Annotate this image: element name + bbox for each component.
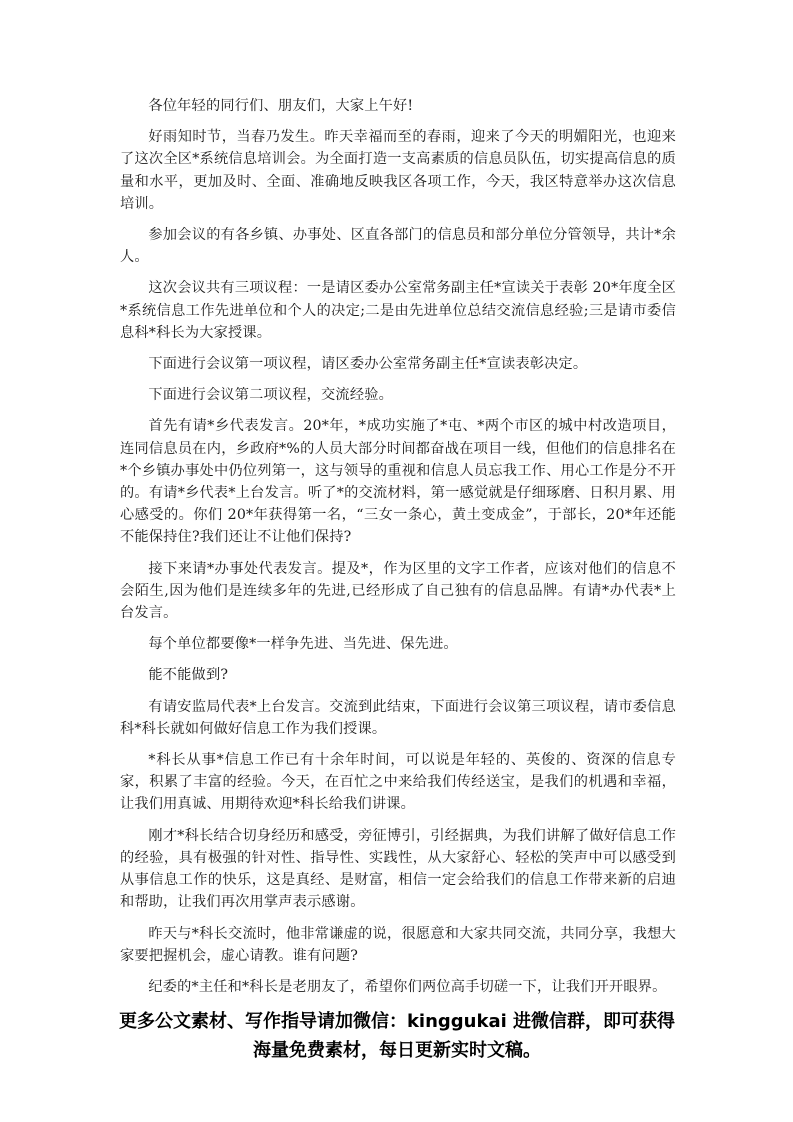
paragraph-closing: 纪委的*主任和*科长是老朋友了，希望你们两位高手切磋一下，让我们开开眼界。 [148,978,667,995]
paragraph-township-speech: 首先有请*乡代表发言。20*年，*成功实施了*屯、*两个市区的城中村改造项目，连同信息员在内，乡政府*%的人员大部分时间都奋战在项目一线，但他们的信息排名在*个乡镇办事处中仍位列第一，这与领导的重视和信息人员忘我工作、用心工作是分不开的。有请*乡代表*上台发言。听了*的交流材料，第一感觉就是仔细琢磨、日积月累、用心感受的。你们 20*年获得第一名，“三女一条心，黄土变成金”，于部长，20*年还能不能保持住?我们还让不让他们保持? [120,418,676,546]
paragraph-office-speech: 接下来请*办事处代表发言。提及*，作为区里的文字工作者，应该对他们的信息不会陌生,因为他们是连续多年的先进,已经形成了自己独有的信息品牌。有请*办代表*上台发言。 [120,560,676,622]
paragraph-safety-bureau: 有请安监局代表*上台发言。交流到此结束，下面进行会议第三项议程，请市委信息科*科长就如何做好信息工作为我们授课。 [120,698,676,737]
paragraph-greeting: 各位年轻的同行们、朋友们，大家上午好! [148,98,414,114]
paragraph-agenda-item-2: 下面进行会议第二项议程，交流经验。 [148,387,393,404]
promo-footer-line-2: 海量免费素材，每日更新实时文稿。 [253,1040,541,1061]
promo-footer [110,1007,684,1065]
paragraph-thanks: 刚才*科长结合切身经历和感受，旁征博引，引经据典，为我们讲解了做好信息工作的经验，具有极强的针对性、指导性、实践性，从大家舒心、轻松的笑声中可以感受到从事信息工作的快乐，这是真经、是财富，相信一定会给我们的信息工作带来新的启迪和帮助，让我们再次用掌声表示感谢。 [120,827,676,911]
paragraph-agenda-item-1: 下面进行会议第一项议程，请区委办公室常务副主任*宣读表彰决定。 [148,356,588,373]
paragraph-lecturer-intro: *科长从事*信息工作已有十余年时间，可以说是年轻的、英俊的、资深的信息专家，积累了丰富的经验。今天，在百忙之中来给我们传经送宝，是我们的机遇和幸福，让我们用真诚、用期待欢迎*科长给我们讲课。 [120,752,676,813]
document-body [120,95,676,1007]
promo-footer-line-1: 更多公文素材、写作指导请加微信：kinggukai 进微信群，即可获得 [118,1011,676,1032]
paragraph-agenda: 这次会议共有三项议程：一是请区委办公室常务副主任*宣读关于表彰 20*年度全区*系统信息工作先进单位和个人的决定;二是由先进单位总结交流信息经验;三是请市委信息科*科长为大家授课。 [120,280,676,341]
paragraph-opening: 好雨知时节，当春乃发生。昨天幸福而至的春雨，迎来了今天的明媚阳光，也迎来了这次全区*系统信息培训会。为全面打造一支高素质的信息员队伍，切实提高信息的质量和水平，更加及时、全面、准确地反映我区各项工作，今天，我区特意举办这次信息培训。 [120,129,676,212]
paragraph-discussion: 昨天与*科长交流时，他非常谦虚的说，很愿意和大家共同交流，共同分享，我想大家要把握机会，虚心请教。谁有问题? [120,925,676,964]
paragraph-question: 能不能做到? [148,667,229,684]
paragraph-attendees: 参加会议的有各乡镇、办事处、区直各部门的信息员和部分单位分管领导，共计*余人。 [120,227,676,266]
paragraph-emulate: 每个单位都要像*一样争先进、当先进、保先进。 [148,636,458,653]
